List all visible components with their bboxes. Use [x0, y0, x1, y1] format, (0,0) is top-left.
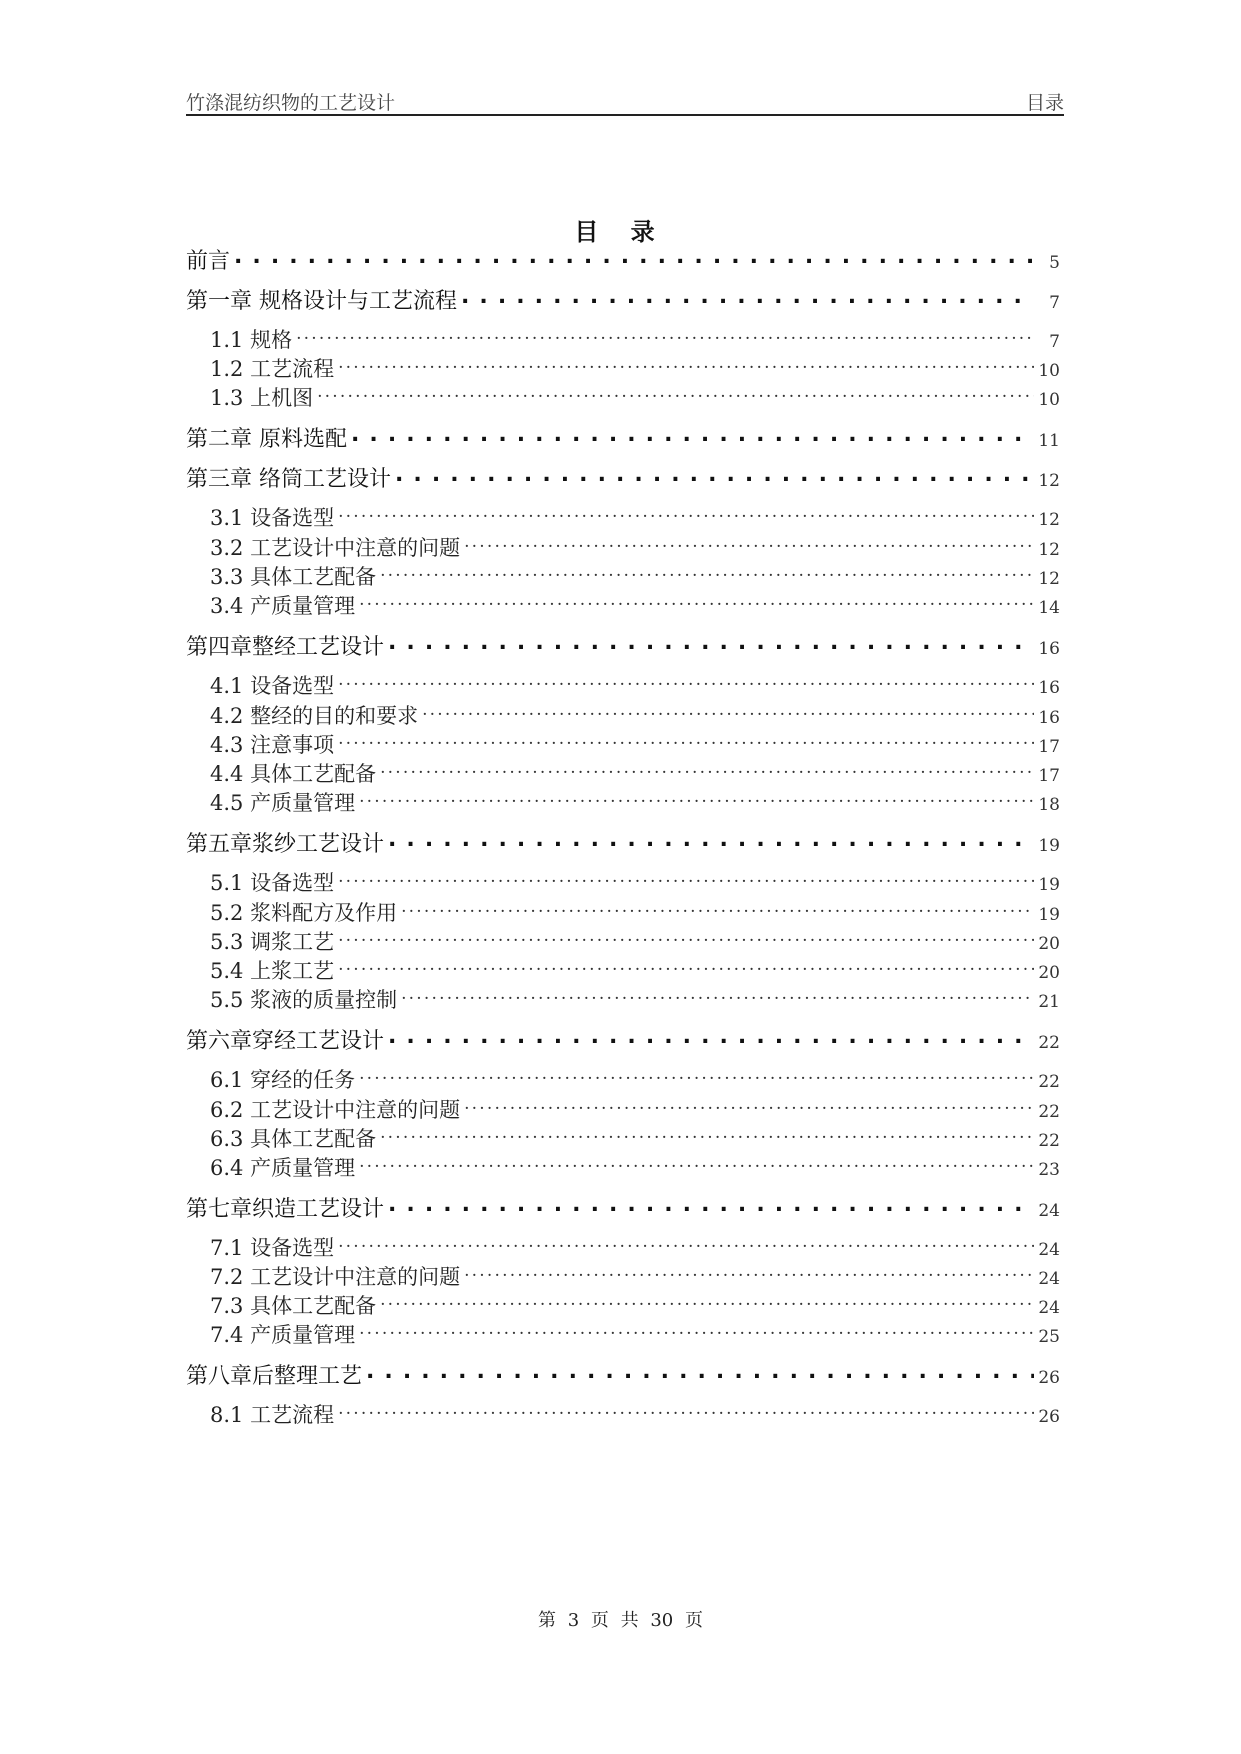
toc-section-entry[interactable] [186, 1261, 1060, 1291]
toc-section-entry[interactable] [186, 502, 1060, 532]
toc-leader-dots [395, 464, 1034, 486]
toc-entry-label: 5.4 上浆工艺 [210, 959, 335, 983]
toc-section-entry[interactable] [186, 1319, 1060, 1349]
toc-leader-dots [359, 1321, 1034, 1342]
toc-heading: 目 录 [574, 218, 667, 246]
toc-leader-dots [388, 632, 1034, 654]
toc-entry-label: 6.3 具体工艺配备 [210, 1127, 377, 1151]
toc-entry-label: 7.3 具体工艺配备 [210, 1294, 377, 1318]
toc-entry-label: 第二章 原料选配 [186, 427, 347, 452]
toc-entry-label: 1.2 工艺流程 [210, 357, 335, 381]
toc-page-number: 10 [1038, 361, 1060, 381]
toc-entry-label: 第七章织造工艺设计 [186, 1197, 385, 1222]
toc-entry-label: 7.1 设备选型 [210, 1236, 335, 1260]
toc-entry-label: 5.2 浆料配方及作用 [210, 901, 398, 925]
toc-page-number: 20 [1038, 934, 1060, 954]
toc-entry-label: 4.4 具体工艺配备 [210, 762, 377, 786]
toc-entry-label: 7.2 工艺设计中注意的问题 [210, 1265, 461, 1289]
toc-chapter-entry[interactable] [186, 827, 1060, 859]
toc-section-entry[interactable] [186, 670, 1060, 700]
toc-leader-dots [234, 246, 1034, 268]
toc-leader-dots [401, 899, 1034, 920]
toc-page-number: 19 [1038, 875, 1060, 895]
toc-entry-label: 3.1 设备选型 [210, 506, 335, 530]
toc-entry-label: 1.3 上机图 [210, 386, 314, 410]
toc-leader-dots [338, 1234, 1034, 1255]
toc-leader-dots [359, 789, 1034, 810]
toc-chapter-entry[interactable] [186, 1359, 1060, 1391]
toc-page-number: 12 [1038, 510, 1060, 530]
toc-section-entry[interactable] [186, 758, 1060, 788]
toc-entry-label: 4.2 整经的目的和要求 [210, 704, 419, 728]
toc-leader-dots [351, 424, 1034, 446]
toc-page-number: 22 [1038, 1033, 1060, 1053]
toc-page-number: 22 [1038, 1072, 1060, 1092]
toc-section-entry[interactable] [186, 1123, 1060, 1153]
toc-entry-label: 5.5 浆液的质量控制 [210, 988, 398, 1012]
header-title: 竹涤混纺织物的工艺设计 [186, 92, 396, 114]
toc-page-number: 10 [1038, 390, 1060, 410]
page-footer: 第 3 页 共 30 页 [538, 1610, 703, 1631]
page-header [186, 86, 1064, 116]
toc-page-number: 7 [1049, 332, 1060, 352]
toc-section-entry[interactable] [186, 561, 1060, 591]
toc-chapter-entry[interactable] [186, 422, 1060, 454]
toc-section-entry[interactable] [186, 867, 1060, 897]
toc-entry-label: 6.4 产质量管理 [210, 1156, 356, 1180]
toc-section-entry[interactable] [186, 1399, 1060, 1429]
toc-leader-dots [317, 384, 1034, 405]
toc-section-entry[interactable] [186, 1232, 1060, 1262]
toc-entry-label: 第四章整经工艺设计 [186, 635, 385, 660]
toc-page-number: 22 [1038, 1102, 1060, 1122]
toc-leader-dots [464, 1096, 1034, 1117]
toc-page-number: 25 [1038, 1327, 1060, 1347]
toc-entry-label: 4.5 产质量管理 [210, 791, 356, 815]
toc-page-number: 26 [1038, 1368, 1060, 1388]
toc-entry-label: 5.1 设备选型 [210, 871, 335, 895]
toc-leader-dots [422, 702, 1034, 723]
toc-leader-dots [296, 326, 1034, 347]
toc-leader-dots [380, 1292, 1034, 1313]
toc-entry-label: 第五章浆纱工艺设计 [186, 832, 385, 857]
toc-section-entry[interactable] [186, 729, 1060, 759]
toc-page-number: 21 [1038, 992, 1060, 1012]
toc-chapter-entry[interactable] [186, 284, 1060, 316]
toc-entry-label: 第一章 规格设计与工艺流程 [186, 289, 457, 314]
toc-leader-dots [366, 1361, 1034, 1383]
toc-leader-dots [388, 1194, 1034, 1216]
toc-chapter-entry[interactable] [186, 1024, 1060, 1056]
toc-entry-label: 第六章穿经工艺设计 [186, 1029, 385, 1054]
toc-entry-label: 3.3 具体工艺配备 [210, 565, 377, 589]
toc-page-number: 11 [1038, 431, 1060, 451]
toc-section-entry[interactable] [186, 984, 1060, 1014]
toc-section-entry[interactable] [186, 324, 1060, 354]
toc-section-entry[interactable] [186, 955, 1060, 985]
toc-leader-dots [380, 1125, 1034, 1146]
toc-section-entry[interactable] [186, 1094, 1060, 1124]
toc-leader-dots [359, 592, 1034, 613]
toc-page-number: 17 [1038, 737, 1060, 757]
header-section: 目录 [1025, 92, 1064, 114]
toc-leader-dots [461, 286, 1034, 308]
toc-entry-label: 前言 [186, 249, 231, 274]
toc-leader-dots [388, 1026, 1034, 1048]
toc-chapter-entry[interactable] [186, 244, 1060, 276]
toc-entry-label: 6.2 工艺设计中注意的问题 [210, 1098, 461, 1122]
toc-leader-dots [338, 1401, 1034, 1422]
toc-page-number: 7 [1049, 293, 1060, 313]
toc-leader-dots [338, 504, 1034, 525]
toc-section-entry[interactable] [186, 532, 1060, 562]
toc-section-entry[interactable] [186, 926, 1060, 956]
toc-leader-dots [359, 1066, 1034, 1087]
toc-section-entry[interactable] [186, 787, 1060, 817]
toc-page-number: 5 [1049, 253, 1060, 273]
toc-entry-label: 第三章 络筒工艺设计 [186, 467, 391, 492]
toc-entry-label: 3.2 工艺设计中注意的问题 [210, 536, 461, 560]
toc-leader-dots [401, 986, 1034, 1007]
toc-entry-label: 5.3 调浆工艺 [210, 930, 335, 954]
toc-section-entry[interactable] [186, 700, 1060, 730]
toc-entry-label: 7.4 产质量管理 [210, 1323, 356, 1347]
toc-page-number: 23 [1038, 1160, 1060, 1180]
toc-section-entry[interactable] [186, 897, 1060, 927]
toc-leader-dots [380, 563, 1034, 584]
toc-page-number: 14 [1038, 598, 1060, 618]
toc-leader-dots [338, 672, 1034, 693]
toc-leader-dots [388, 829, 1034, 851]
toc-leader-dots [464, 534, 1034, 555]
toc-page-number: 24 [1038, 1298, 1060, 1318]
toc-page-number: 16 [1038, 678, 1060, 698]
toc-leader-dots [338, 355, 1034, 376]
toc-leader-dots [464, 1263, 1034, 1284]
toc-entry-label: 4.3 注意事项 [210, 733, 335, 757]
toc-section-entry[interactable] [186, 353, 1060, 383]
toc-page-number: 17 [1038, 766, 1060, 786]
toc-section-entry[interactable] [186, 590, 1060, 620]
toc-page-number: 26 [1038, 1407, 1060, 1427]
toc-page-number: 16 [1038, 708, 1060, 728]
toc-page-number: 19 [1038, 836, 1060, 856]
toc-chapter-entry[interactable] [186, 462, 1060, 494]
toc-page-number: 24 [1038, 1240, 1060, 1260]
toc-page-number: 18 [1038, 795, 1060, 815]
toc-section-entry[interactable] [186, 1290, 1060, 1320]
toc-page-number: 12 [1038, 540, 1060, 560]
toc-entry-label: 第八章后整理工艺 [186, 1364, 363, 1389]
toc-leader-dots [338, 928, 1034, 949]
toc-leader-dots [338, 869, 1034, 890]
toc-page-number: 24 [1038, 1201, 1060, 1221]
toc-page-number: 19 [1038, 905, 1060, 925]
toc-page-number: 16 [1038, 639, 1060, 659]
toc-entry-label: 6.1 穿经的任务 [210, 1068, 356, 1092]
toc-section-entry[interactable] [186, 382, 1060, 412]
toc-page-number: 24 [1038, 1269, 1060, 1289]
toc-entry-label: 3.4 产质量管理 [210, 594, 356, 618]
toc-leader-dots [359, 1154, 1034, 1175]
toc-section-entry[interactable] [186, 1152, 1060, 1182]
toc-leader-dots [338, 731, 1034, 752]
toc-page-number: 22 [1038, 1131, 1060, 1151]
toc-leader-dots [380, 760, 1034, 781]
toc-page-number: 20 [1038, 963, 1060, 983]
toc-section-entry[interactable] [186, 1064, 1060, 1094]
toc-entry-label: 4.1 设备选型 [210, 674, 335, 698]
toc-page-number: 12 [1038, 471, 1060, 491]
toc-entry-label: 1.1 规格 [210, 328, 293, 352]
toc-leader-dots [338, 957, 1034, 978]
toc-page-number: 12 [1038, 569, 1060, 589]
toc-chapter-entry[interactable] [186, 1192, 1060, 1224]
toc-entry-label: 8.1 工艺流程 [210, 1403, 335, 1427]
toc-chapter-entry[interactable] [186, 630, 1060, 662]
